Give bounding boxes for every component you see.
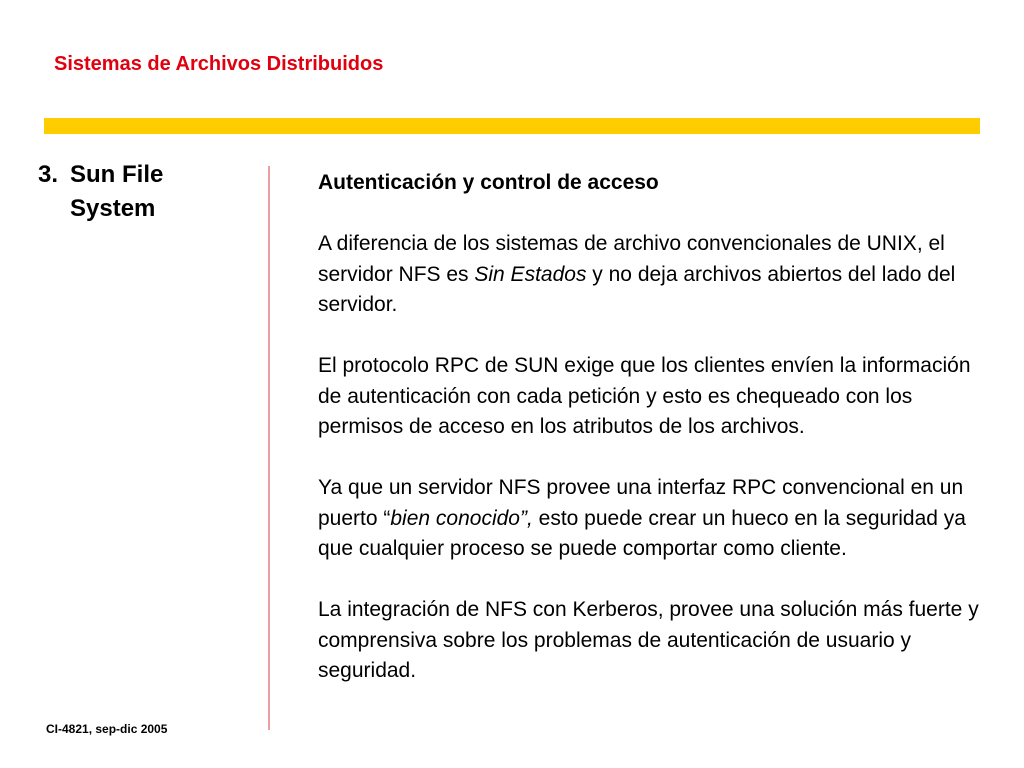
paragraph-4: La integración de NFS con Kerberos, provee una solución más fuerte y comprensiva sobre los problemas de autenticación de usuario y seguridad.	[318, 598, 979, 682]
paragraph-1-emphasis: Sin Estados	[474, 262, 587, 286]
paragraph-3	[318, 473, 998, 565]
title-underline-bar	[44, 118, 980, 134]
content-body	[318, 168, 998, 687]
paragraph-1	[318, 229, 998, 321]
section-title-line2: System	[70, 195, 156, 222]
paragraph-1-text-b: y no deja archivos abiertos del lado del servidor.	[318, 262, 956, 316]
vertical-divider	[268, 166, 270, 730]
footer-course-date: CI-4821, sep-dic 2005	[46, 722, 168, 736]
paragraph-1-text-a: A diferencia de los sistemas de archivo convencionales de UNIX, el servidor NFS es	[318, 232, 945, 286]
paragraph-2: El protocolo RPC de SUN exige que los clientes envíen la información de autenticación con cada petición y esto es chequeado con los permisos de acceso en los atributos de los archivos.	[318, 354, 971, 438]
paragraph-3-text-a: Ya que un servidor NFS provee una interfaz RPC convencional en un puerto “	[318, 476, 964, 530]
content-heading: Autenticación y control de acceso	[318, 171, 659, 194]
slide-title: Sistemas de Archivos Distribuidos	[54, 53, 384, 75]
paragraph-3-text-b: esto puede crear un hueco en la seguridad ya que cualquier proceso se puede comportar como cliente.	[318, 506, 966, 560]
section-label	[38, 158, 163, 226]
paragraph-3-emphasis: bien conocido”,	[390, 506, 533, 530]
section-title-line1: Sun File	[70, 161, 164, 188]
section-number: 3.	[38, 161, 59, 188]
